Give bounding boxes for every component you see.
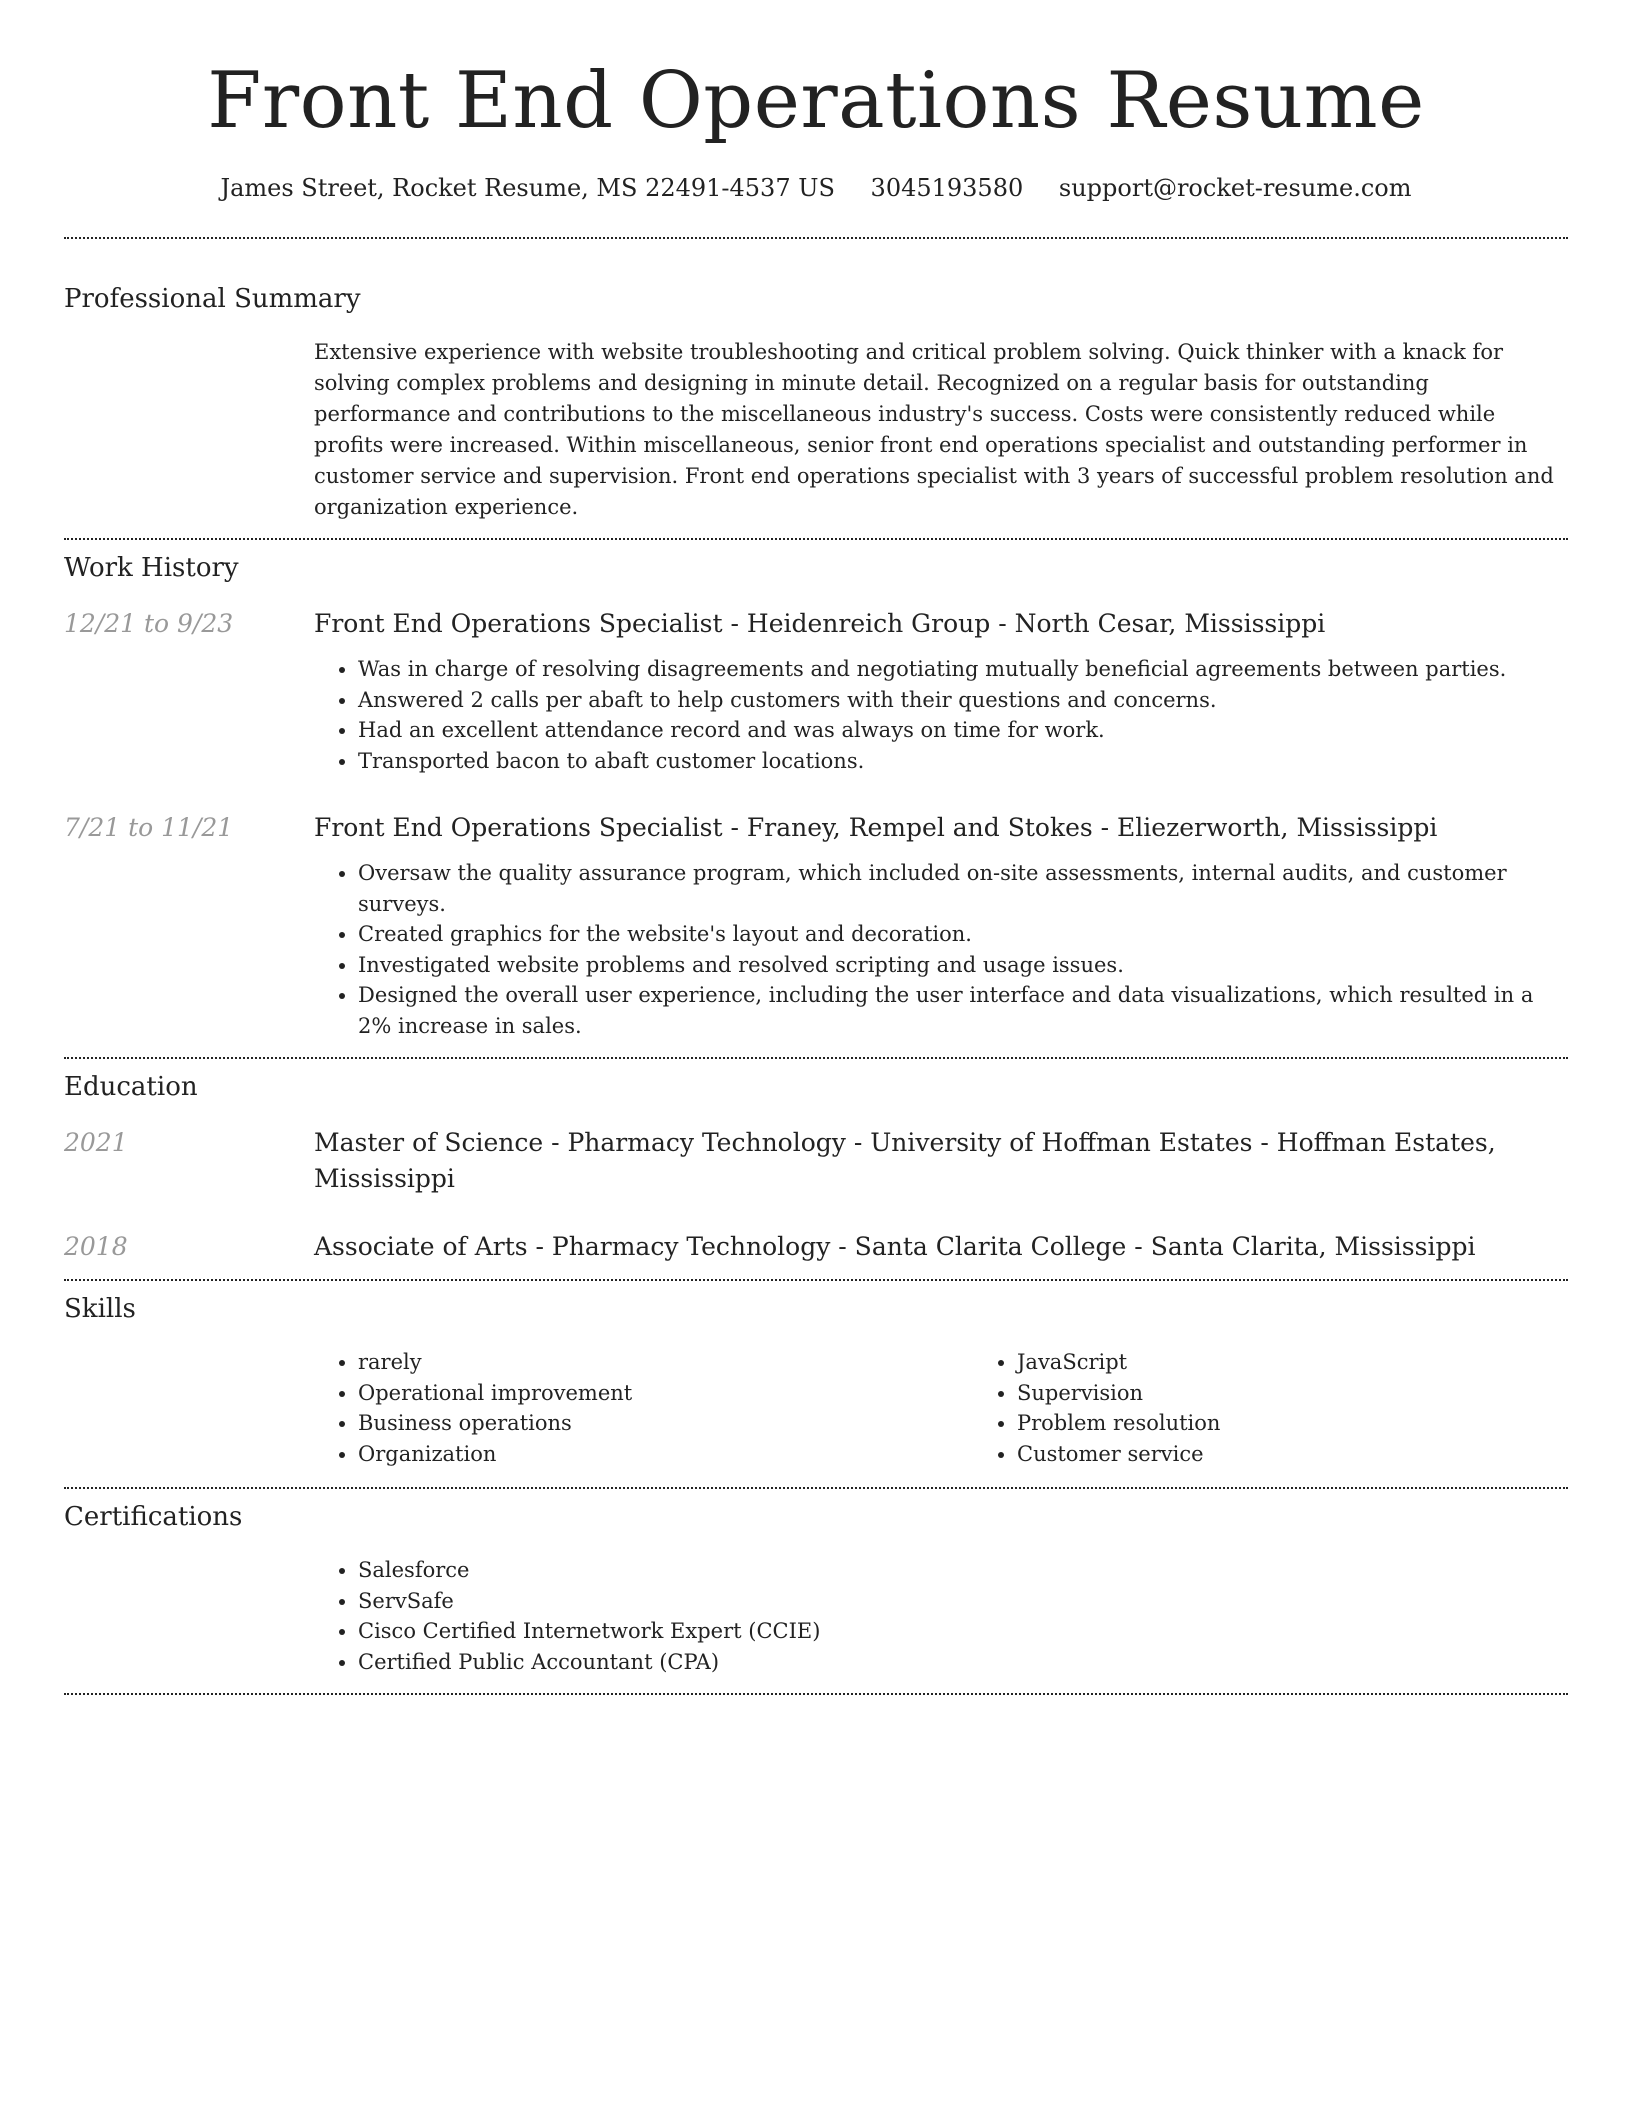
certifications-heading: Certifications xyxy=(64,1502,243,1532)
job-bullet: • Designed the overall user experience, including the user interface and data visualizations, which resulted in a 2% increase in sales. xyxy=(358,980,1568,1041)
job-title: Front End Operations Specialist - Franey, Rempel and Stokes - Eliezerworth, Mississippi xyxy=(314,813,1438,842)
skills-list-right xyxy=(973,1347,1632,1469)
contact-email: support@rocket-resume.com xyxy=(1058,174,1412,202)
skills-list-left xyxy=(314,1347,973,1469)
certification-item: • Salesforce xyxy=(358,1555,1568,1586)
job-bullets xyxy=(314,858,1568,1041)
skill-item: • Problem resolution xyxy=(1017,1408,1632,1439)
work-history-heading: Work History xyxy=(64,553,239,583)
certifications-list xyxy=(314,1555,1568,1677)
skills-heading: Skills xyxy=(64,1294,136,1324)
summary-text: Extensive experience with website troubleshooting and critical problem solving. Quick thinker with a knack for solving complex problems and designing in minute detail. Recognized on a regular basis for outstanding performance and contributions to the miscellaneous industry's success. Costs were consistently reduced while profits were increased. Within miscellaneous, senior front end operations specialist and outstanding performer in customer service and supervision. Front end operations specialist with 3 years of successful problem resolution and organization experience. xyxy=(314,340,1554,519)
education-text: Master of Science - Pharmacy Technology - University of Hoffman Estates - Hoffman Estates, Mississippi xyxy=(314,1128,1496,1193)
education-date: 2018 xyxy=(64,1232,128,1261)
education-entry xyxy=(64,1229,1568,1265)
job-date: 12/21 to 9/23 xyxy=(64,609,234,638)
resume-page xyxy=(64,0,1568,1695)
skill-item: • rarely xyxy=(358,1347,973,1378)
certification-item: • Cisco Certified Internetwork Expert (CCIE) xyxy=(358,1616,1568,1647)
skill-item: • Organization xyxy=(358,1439,973,1470)
job-entry xyxy=(64,810,1568,1041)
job-bullet: • Was in charge of resolving disagreements and negotiating mutually beneficial agreements between parties. xyxy=(358,654,1568,685)
skill-item: • Operational improvement xyxy=(358,1378,973,1409)
job-bullets xyxy=(314,654,1568,776)
education-section xyxy=(64,1059,1568,1265)
skill-item: • JavaScript xyxy=(1017,1347,1632,1378)
job-title: Front End Operations Specialist - Heidenreich Group - North Cesar, Mississippi xyxy=(314,609,1326,638)
contact-line xyxy=(64,173,1568,203)
education-text: Associate of Arts - Pharmacy Technology - Santa Clarita College - Santa Clarita, Mississippi xyxy=(314,1232,1476,1261)
certification-item: • ServSafe xyxy=(358,1586,1568,1617)
education-heading: Education xyxy=(64,1072,198,1102)
education-entry xyxy=(64,1125,1568,1197)
summary-row xyxy=(64,337,1568,523)
job-bullet: • Had an excellent attendance record and was always on time for work. xyxy=(358,715,1568,746)
summary-content xyxy=(314,337,1568,523)
certification-item: • Certified Public Accountant (CPA) xyxy=(358,1647,1568,1678)
job-bullet: • Created graphics for the website's layout and decoration. xyxy=(358,919,1568,950)
job-content xyxy=(314,810,1568,1041)
job-date: 7/21 to 11/21 xyxy=(64,813,234,842)
skills-section xyxy=(64,1281,1568,1469)
job-bullet: • Transported bacon to abaft customer locations. xyxy=(358,746,1568,777)
certifications-content xyxy=(314,1555,1568,1677)
job-entry xyxy=(64,606,1568,776)
education-content xyxy=(314,1125,1568,1197)
work-history-section xyxy=(64,540,1568,1041)
education-content xyxy=(314,1229,1568,1265)
skill-item: • Business operations xyxy=(358,1408,973,1439)
skill-item: • Supervision xyxy=(1017,1378,1632,1409)
job-bullet: • Investigated website problems and resolved scripting and usage issues. xyxy=(358,950,1568,981)
resume-title: Front End Operations Resume xyxy=(207,56,1425,146)
contact-phone: 3045193580 xyxy=(870,174,1024,202)
job-content xyxy=(314,606,1568,776)
summary-section xyxy=(64,239,1568,523)
skill-item: • Customer service xyxy=(1017,1439,1632,1470)
divider xyxy=(64,1693,1568,1695)
summary-heading: Professional Summary xyxy=(64,284,361,314)
contact-address: James Street, Rocket Resume, MS 22491-4537 US xyxy=(220,174,835,202)
certifications-section xyxy=(64,1489,1568,1677)
certifications-row xyxy=(64,1555,1568,1677)
job-bullet: • Oversaw the quality assurance program, which included on-site assessments, internal audits, and customer surveys. xyxy=(358,858,1568,919)
skills-row xyxy=(64,1347,1568,1469)
job-bullet: • Answered 2 calls per abaft to help customers with their questions and concerns. xyxy=(358,685,1568,716)
education-date: 2021 xyxy=(64,1128,128,1157)
skills-columns xyxy=(314,1347,1632,1469)
